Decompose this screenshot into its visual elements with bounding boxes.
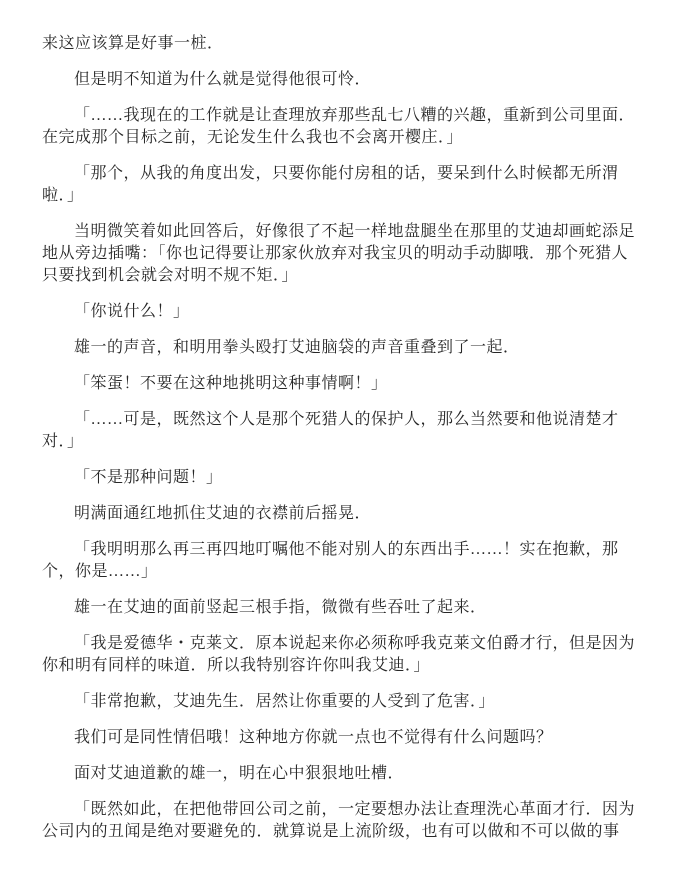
paragraph: 「非常抱歉，艾迪先生．居然让你重要的人受到了危害．」 <box>74 693 496 710</box>
paragraph: 当明微笑着如此回答后，好像很了不起一样地盘腿坐在那里的艾迪却画蛇添足 地从旁边插嘴：「你也记得要让那家伙放弃对我宝贝的明动手动脚哦．那个死猎人 只要找到机会就会对明不规不矩．」 <box>42 223 636 284</box>
paragraph: 「你说什么！」 <box>74 303 190 320</box>
paragraph: 「既然如此，在把他带回公司之前，一定要想办法让查理洗心革面才行．因为 公司内的丑闻是绝对要避免的．就算说是上流阶级，也有可以做和不可以做的事 <box>42 801 636 840</box>
paragraph: 「我明明那么再三再四地叮嘱他不能对别人的东西出手……！实在抱歉，那 个，你是……」 <box>42 541 619 580</box>
paragraph: 雄一的声音，和明用拳头殴打艾迪脑袋的声音重叠到了一起． <box>74 339 520 356</box>
paragraph: 「不是那种问题！」 <box>74 469 223 486</box>
paragraph: 但是明不知道为什么就是觉得他很可怜． <box>74 71 372 88</box>
paragraph: 「我是爱德华・克莱文．原本说起来你必须称呼我克莱文伯爵才行，但是因为 你和明有同样的味道．所以我特别容许你叫我艾迪．」 <box>42 635 636 674</box>
paragraph: 我们可是同性情侣哦！这种地方你就一点也不觉得有什么问题吗？ <box>74 729 553 746</box>
paragraph: 「笨蛋！不要在这种地挑明这种事情啊！」 <box>74 375 388 392</box>
paragraph: 面对艾迪道歉的雄一，明在心中狠狠地吐槽． <box>74 765 405 782</box>
paragraph: 雄一在艾迪的面前竖起三根手指，微微有些吞吐了起来． <box>74 599 487 616</box>
text-content <box>42 33 638 843</box>
paragraph: 「那个，从我的角度出发，只要你能付房租的话，要呆到什么时候都无所渭 啦．」 <box>42 165 619 204</box>
paragraph: 明满面通红地抓住艾迪的衣襟前后摇晃． <box>74 505 372 522</box>
paragraph: 「……我现在的工作就是让查理放弃那些乱七八糟的兴趣，重新到公司里面． 在完成那个目标之前，无论发生什么我也不会离开樱庄．」 <box>42 107 636 146</box>
paragraph: 来这应该算是好事一桩． <box>42 35 224 52</box>
paragraph: 「……可是，既然这个人是那个死猎人的保护人，那么当然要和他说清楚才 对．」 <box>42 411 619 450</box>
